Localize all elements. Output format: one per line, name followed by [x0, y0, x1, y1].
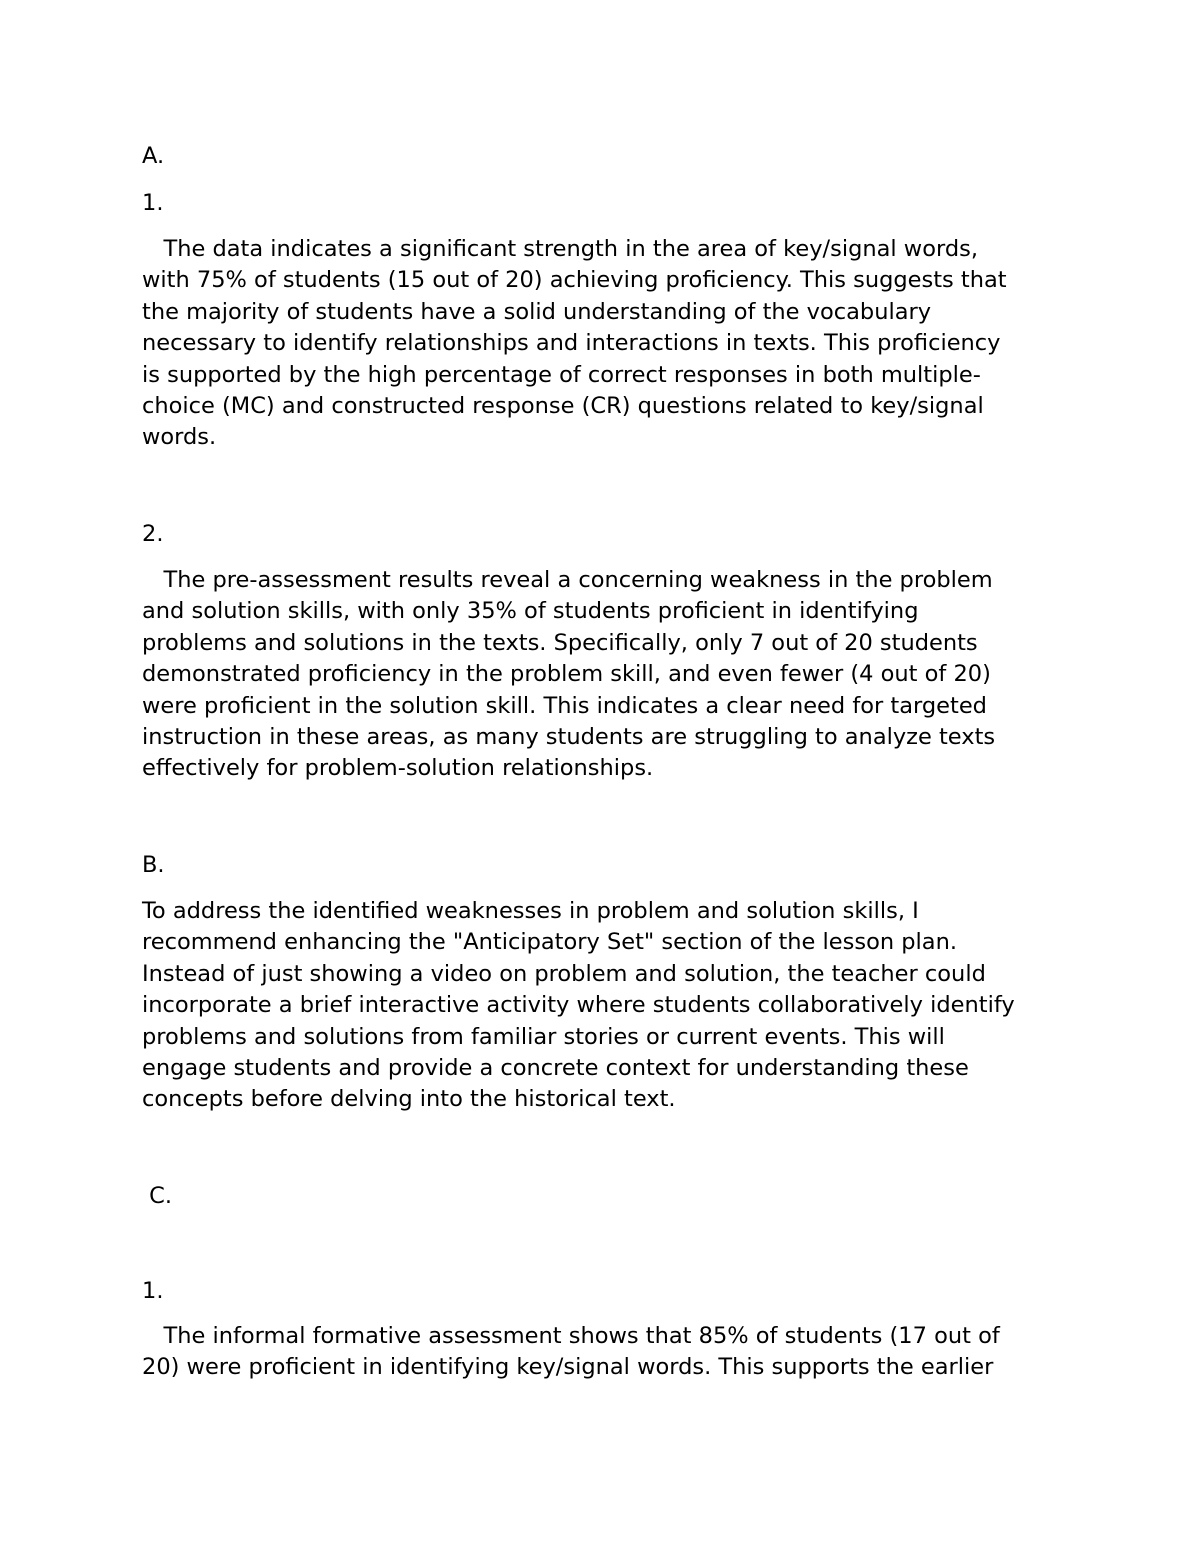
section-a-item1-paragraph [142, 234, 1072, 454]
paragraph-line: were proficient in the solution skill. This indicates a clear need for targeted [142, 692, 987, 719]
paragraph-line: with 75% of students (15 out of 20) achieving proficiency. This suggests that [142, 267, 1007, 294]
paragraph-line: 20) were proficient in identifying key/signal words. This supports the earlier [142, 1354, 994, 1381]
section-a-item2-number: 2. [142, 521, 164, 547]
paragraph-line: problems and solutions in the texts. Specifically, only 7 out of 20 students [142, 629, 978, 656]
paragraph-line: is supported by the high percentage of correct responses in both multiple- [142, 361, 981, 388]
section-b-heading: B. [142, 852, 165, 878]
paragraph-line: concepts before delving into the historical text. [142, 1086, 676, 1113]
paragraph-line: engage students and provide a concrete context for understanding these [142, 1055, 969, 1082]
section-b-paragraph [142, 896, 1072, 1116]
section-a-item1-number: 1. [142, 190, 164, 216]
paragraph-line: and solution skills, with only 35% of students proficient in identifying [142, 598, 919, 625]
section-a-heading: A. [142, 143, 165, 169]
paragraph-line: incorporate a brief interactive activity where students collaboratively identify [142, 992, 1015, 1019]
section-a-item2-paragraph [142, 565, 1072, 785]
paragraph-line: problems and solutions from familiar stories or current events. This will [142, 1023, 945, 1050]
section-c-item1-paragraph [142, 1321, 1072, 1384]
paragraph-line: choice (MC) and constructed response (CR) questions related to key/signal [142, 393, 984, 420]
paragraph-line: effectively for problem-solution relationships. [142, 755, 654, 782]
paragraph-line: words. [142, 424, 217, 451]
paragraph-line: instruction in these areas, as many students are struggling to analyze texts [142, 724, 996, 751]
paragraph-line: The informal formative assessment shows that 85% of students (17 out of [142, 1323, 1000, 1349]
section-c-item1-number: 1. [142, 1278, 164, 1304]
paragraph-line: To address the identified weaknesses in problem and solution skills, I [142, 898, 919, 924]
paragraph-line: Instead of just showing a video on problem and solution, the teacher could [142, 960, 986, 987]
paragraph-line: The pre-assessment results reveal a concerning weakness in the problem [142, 567, 993, 593]
paragraph-line: necessary to identify relationships and interactions in texts. This proficiency [142, 330, 1001, 357]
paragraph-line: The data indicates a significant strength in the area of key/signal words, [142, 236, 978, 262]
paragraph-line: recommend enhancing the "Anticipatory Set" section of the lesson plan. [142, 929, 957, 956]
section-c-heading: C. [142, 1183, 173, 1209]
paragraph-line: the majority of students have a solid understanding of the vocabulary [142, 298, 932, 325]
paragraph-line: demonstrated proficiency in the problem skill, and even fewer (4 out of 20) [142, 661, 991, 688]
